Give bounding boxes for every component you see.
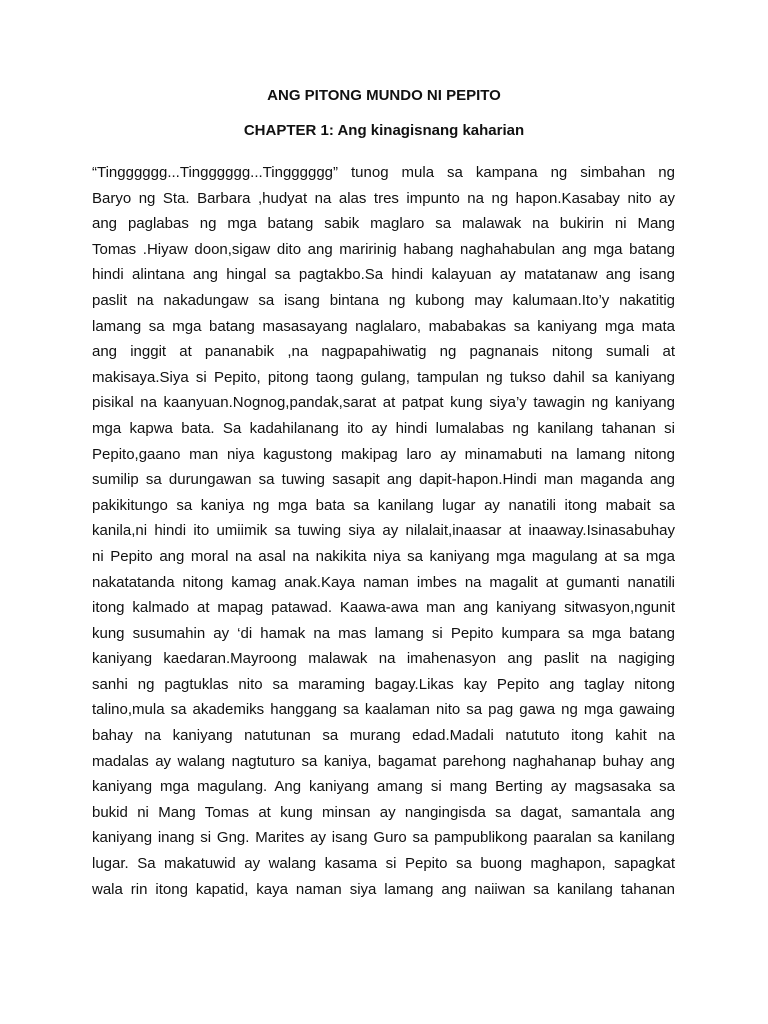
- paragraph-line: Baryo ng Sta. Barbara ,hudyat na alas tres impunto na ng hapon.Kasabay nito ay: [92, 189, 675, 207]
- paragraph-line: kung susumahin ay ‘di hamak na mas lamang si Pepito kumpara sa mga batang: [92, 624, 675, 642]
- paragraph-line: “Tingggggg...Tingggggg...Tingggggg” tunog mula sa kampana ng simbahan ng: [92, 164, 675, 181]
- paragraph-line: ang paglabas ng mga batang sabik maglaro sa malawak na bukirin ni Mang: [92, 215, 675, 233]
- paragraph-line: lugar. Sa makatuwid ay walang kasama si Pepito sa buong maghapon, sapagkat: [92, 855, 675, 873]
- paragraph-line: lamang sa mga batang masasayang naglalaro, mababakas sa kaniyang mga mata: [92, 317, 675, 335]
- paragraph-line: kaniyang inang si Gng. Marites ay isang Guro sa pampublikong paaralan sa kanilang: [92, 829, 675, 847]
- paragraph-line: kaniyang kaedaran.Mayroong malawak na imahenasyon ang paslit na nagiging: [92, 650, 675, 668]
- paragraph-line: madalas ay walang nagtuturo sa kaniya, bagamat parehong naghahanap buhay ang: [92, 752, 675, 770]
- paragraph-line: kaniyang mga magulang. Ang kaniyang amang si mang Berting ay magsasaka sa: [92, 778, 675, 796]
- body-paragraph: [92, 160, 675, 902]
- paragraph-line: paslit na nakadungaw sa isang bintana ng kubong may kalumaan.Ito’y nakatitig: [92, 291, 675, 309]
- paragraph-line: ni Pepito ang moral na asal na nakikita niya sa kaniyang mga magulang at sa mga: [92, 547, 675, 565]
- paragraph-line: sumilip sa durungawan sa tuwing sasapit ang dapit-hapon.Hindi man maganda ang: [92, 471, 675, 489]
- paragraph-line: mga kapwa bata. Sa kadahilanang ito ay hindi lumalabas ng kanilang tahanan si: [92, 419, 675, 437]
- paragraph-line: itong kalmado at mapag patawad. Kaawa-awa man ang kaniyang sitwasyon,ngunit: [92, 599, 675, 617]
- paragraph-line: ang inggit at pananabik ,na nagpapahiwatig ng pagnanais nitong sumali at: [92, 343, 675, 361]
- paragraph-line: wala rin itong kapatid, kaya naman siya lamang ang naiiwan sa kanilang tahanan: [92, 880, 675, 898]
- chapter-heading: CHAPTER 1: Ang kinagisnang kaharian: [243, 122, 525, 139]
- paragraph-line: Pepito,gaano man niya kagustong makipag laro ay minamabuti na lamang nitong: [92, 445, 675, 463]
- paragraph-line: Tomas .Hiyaw doon,sigaw dito ang maririnig habang naghahabulan ang mga batang: [92, 240, 675, 258]
- document-title: ANG PITONG MUNDO NI PEPITO: [267, 87, 501, 104]
- paragraph-line: pisikal na kaanyuan.Nognog,pandak,sarat at patpat kung siya’y tawagin ng kaniyang: [92, 394, 675, 412]
- paragraph-line: makisaya.Siya si Pepito, pitong taong gulang, tampulan ng tukso dahil sa kaniyang: [92, 368, 675, 386]
- paragraph-line: pakikitungo sa kaniya ng mga bata sa kanilang lugar ay nanatili itong mabait sa: [92, 496, 675, 514]
- paragraph-line: sanhi ng pagtuklas nito sa maraming bagay.Likas kay Pepito ang taglay nitong: [92, 675, 675, 693]
- paragraph-line: bahay na kaniyang natutunan sa murang edad.Madali natututo itong kahit na: [92, 727, 675, 745]
- paragraph-line: bukid ni Mang Tomas at kung minsan ay nangingisda sa dagat, samantala ang: [92, 803, 675, 821]
- paragraph-line: hindi alintana ang hingal sa pagtakbo.Sa hindi kalayuan ay matatanaw ang isang: [92, 266, 675, 284]
- paragraph-line: kanila,ni hindi ito umiimik sa tuwing siya ay nilalait,inaasar at inaaway.Isinasabuhay: [92, 522, 675, 540]
- paragraph-line: nakatatanda nitong kamag anak.Kaya naman imbes na magalit at gumanti nanatili: [92, 573, 675, 591]
- paragraph-line: talino,mula sa akademiks hanggang sa kaalaman nito sa pag gawa ng mga gawaing: [92, 701, 675, 719]
